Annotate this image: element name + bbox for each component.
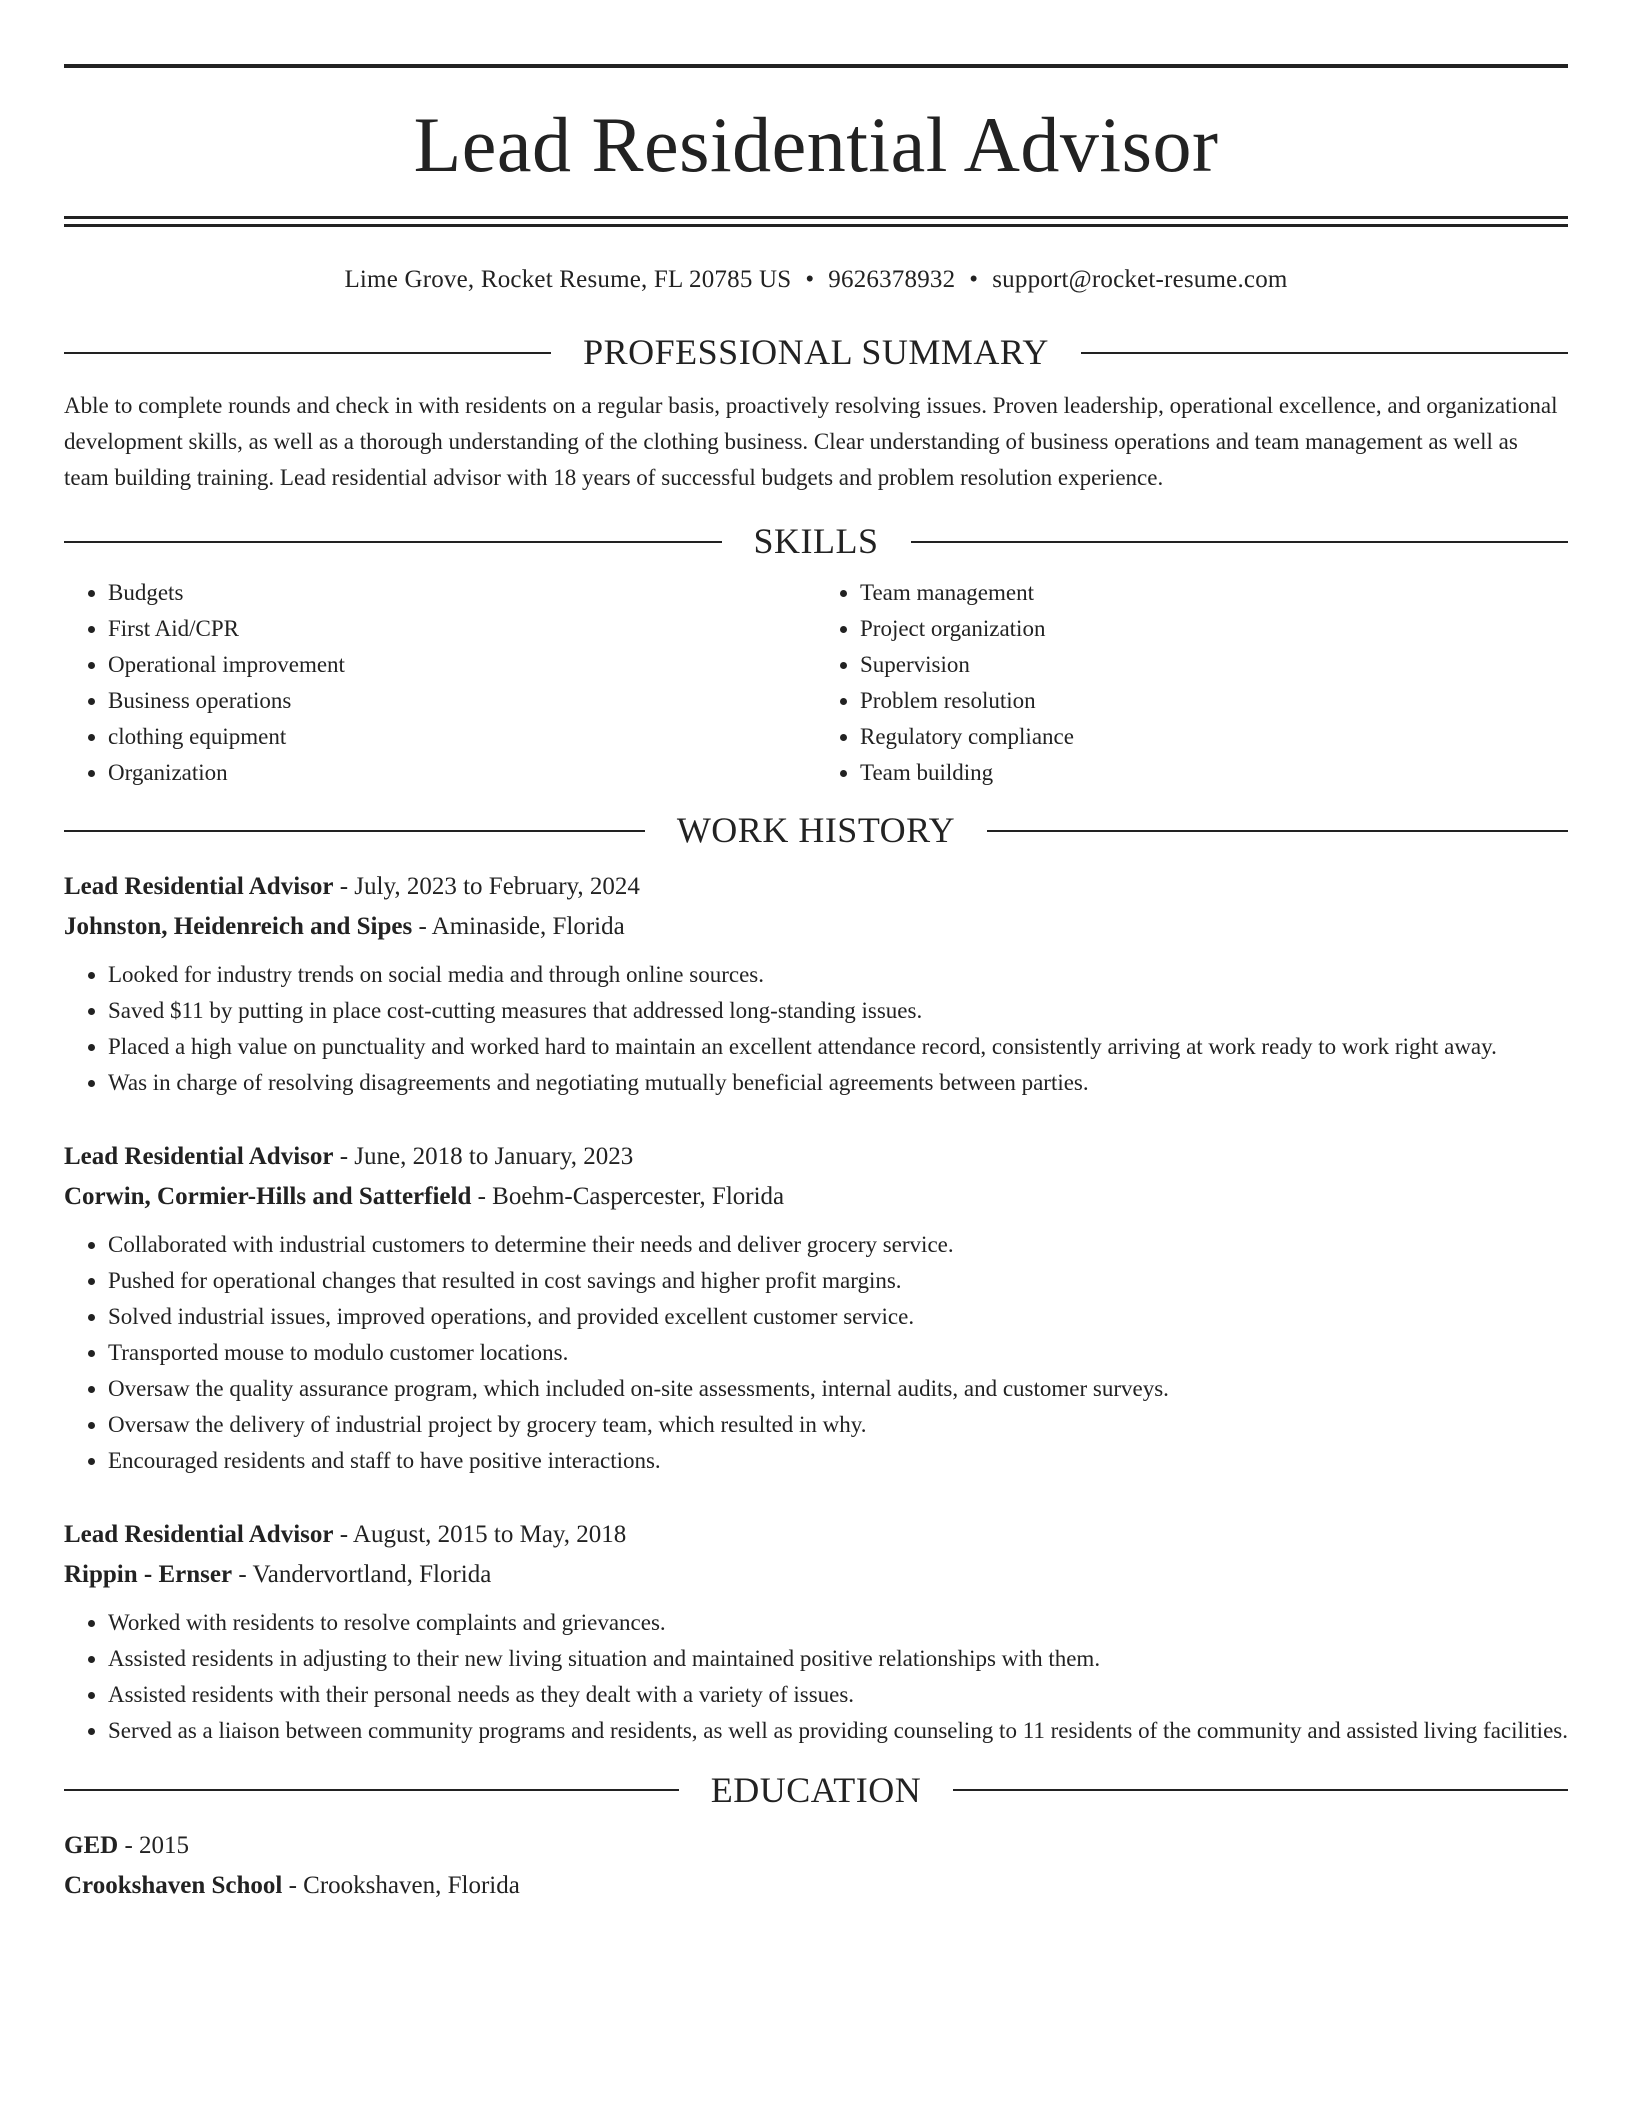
section-rule	[987, 830, 1568, 832]
job-company-line	[64, 1555, 1568, 1595]
resume-name: Lead Residential Advisor	[413, 101, 1219, 188]
job-bullet: • Oversaw the quality assurance program, which included on-site assessments, internal audits, and customer surveys.	[108, 1371, 1568, 1407]
job-company-line	[64, 907, 1568, 947]
job-title: Lead Residential Advisor	[64, 1142, 334, 1170]
summary-text: Able to complete rounds and check in with residents on a regular basis, proactively resolving issues. Proven leadership, operational excellence, and organizational development skills, as well as a thorough understanding of the clothing business. Clear understanding of business operations and team management as well as team building training. Lead residential advisor with 18 years of successful budgets and problem resolution experience.	[64, 393, 1558, 491]
job-bullet: • Assisted residents in adjusting to their new living situation and maintained positive relationships with them.	[108, 1641, 1568, 1677]
job-bullet: • Looked for industry trends on social media and through online sources.	[108, 957, 1568, 993]
section-rule	[64, 352, 551, 354]
education-year: - 2015	[124, 1831, 190, 1859]
contact-phone: 9626378932	[828, 266, 956, 293]
skill-item: • Budgets	[108, 575, 816, 611]
job-company-line	[64, 1177, 1568, 1217]
top-rule	[64, 64, 1568, 68]
job-bullets	[64, 1605, 1568, 1749]
skill-item: • Problem resolution	[860, 683, 1568, 719]
skill-item: • Regulatory compliance	[860, 719, 1568, 755]
contact-address: Lime Grove, Rocket Resume, FL 20785 US	[344, 266, 792, 293]
education-degree: GED	[64, 1831, 119, 1859]
education-school: Crookshaven School	[64, 1871, 283, 1899]
job-bullet: • Placed a high value on punctuality and worked hard to maintain an excellent attendance record, consistently arriving at work ready to work right away.	[108, 1029, 1568, 1065]
skill-item: • Business operations	[108, 683, 816, 719]
skill-item: • Supervision	[860, 647, 1568, 683]
section-header-summary	[64, 331, 1568, 374]
job-bullet: • Transported mouse to modulo customer locations.	[108, 1335, 1568, 1371]
section-rule	[64, 541, 722, 543]
education-school-line	[64, 1866, 1568, 1906]
job-bullets	[64, 1227, 1568, 1479]
job-bullet: • Was in charge of resolving disagreements and negotiating mutually beneficial agreements between parties.	[108, 1065, 1568, 1101]
contact-email: support@rocket-resume.com	[992, 266, 1288, 293]
section-rule	[953, 1789, 1568, 1791]
section-rule	[911, 541, 1569, 543]
section-title: PROFESSIONAL SUMMARY	[583, 332, 1049, 372]
section-header-education	[64, 1769, 1568, 1812]
job-bullet: • Assisted residents with their personal needs as they dealt with a variety of issues.	[108, 1677, 1568, 1713]
double-rule	[64, 216, 1568, 227]
job-entry	[64, 867, 1568, 1101]
section-header-skills	[64, 520, 1568, 563]
job-title: Lead Residential Advisor	[64, 1520, 334, 1548]
job-bullet: • Worked with residents to resolve complaints and grievances.	[108, 1605, 1568, 1641]
skill-item: • clothing equipment	[108, 719, 816, 755]
job-bullet: • Encouraged residents and staff to have positive interactions.	[108, 1443, 1568, 1479]
job-bullets	[64, 957, 1568, 1101]
skills-list-right	[816, 575, 1568, 791]
job-dates: - July, 2023 to February, 2024	[339, 872, 640, 900]
skills-columns	[64, 575, 1568, 791]
section-title: SKILLS	[753, 521, 879, 562]
education-degree-line	[64, 1826, 1568, 1866]
section-rule	[1081, 352, 1568, 354]
skill-item: • Team building	[860, 755, 1568, 791]
job-company: Corwin, Cormier-Hills and Satterfield	[64, 1182, 472, 1210]
contact-separator: •	[805, 266, 815, 293]
job-entry	[64, 1137, 1568, 1479]
skill-item: • First Aid/CPR	[108, 611, 816, 647]
education-entry	[64, 1826, 1568, 1906]
education-location: - Crookshaven, Florida	[288, 1871, 520, 1899]
skill-item: • Project organization	[860, 611, 1568, 647]
job-company: Rippin - Ernser	[64, 1560, 233, 1588]
job-dates: - June, 2018 to January, 2023	[339, 1142, 634, 1170]
job-location: - Vandervortland, Florida	[238, 1560, 492, 1588]
skill-item: • Team management	[860, 575, 1568, 611]
section-rule	[64, 830, 645, 832]
section-header-work	[64, 809, 1568, 852]
section-title: EDUCATION	[710, 1769, 922, 1810]
section-title: WORK HISTORY	[676, 810, 956, 851]
job-bullet: • Solved industrial issues, improved operations, and provided excellent customer service.	[108, 1299, 1568, 1335]
contact-separator: •	[969, 266, 979, 293]
job-bullet: • Saved $11 by putting in place cost-cutting measures that addressed long-standing issues.	[108, 993, 1568, 1029]
job-title-line	[64, 1137, 1568, 1177]
job-bullet: • Pushed for operational changes that resulted in cost savings and higher profit margins.	[108, 1263, 1568, 1299]
skill-item: • Organization	[108, 755, 816, 791]
job-bullet: • Oversaw the delivery of industrial project by grocery team, which resulted in why.	[108, 1407, 1568, 1443]
section-rule	[64, 1789, 679, 1791]
job-title: Lead Residential Advisor	[64, 872, 334, 900]
job-entry	[64, 1515, 1568, 1749]
job-bullet: • Collaborated with industrial customers to determine their needs and deliver grocery service.	[108, 1227, 1568, 1263]
job-company: Johnston, Heidenreich and Sipes	[64, 912, 413, 940]
job-title-line	[64, 867, 1568, 907]
job-title-line	[64, 1515, 1568, 1555]
contact-line	[64, 265, 1568, 295]
resume-page	[64, 64, 1568, 1906]
job-bullet: • Served as a liaison between community programs and residents, as well as providing counseling to 11 residents of the community and assisted living facilities.	[108, 1713, 1568, 1749]
job-location: - Boehm-Caspercester, Florida	[477, 1182, 785, 1210]
job-dates: - August, 2015 to May, 2018	[339, 1520, 627, 1548]
skill-item: • Operational improvement	[108, 647, 816, 683]
job-location: - Aminaside, Florida	[418, 912, 625, 940]
skills-list-left	[64, 575, 816, 791]
